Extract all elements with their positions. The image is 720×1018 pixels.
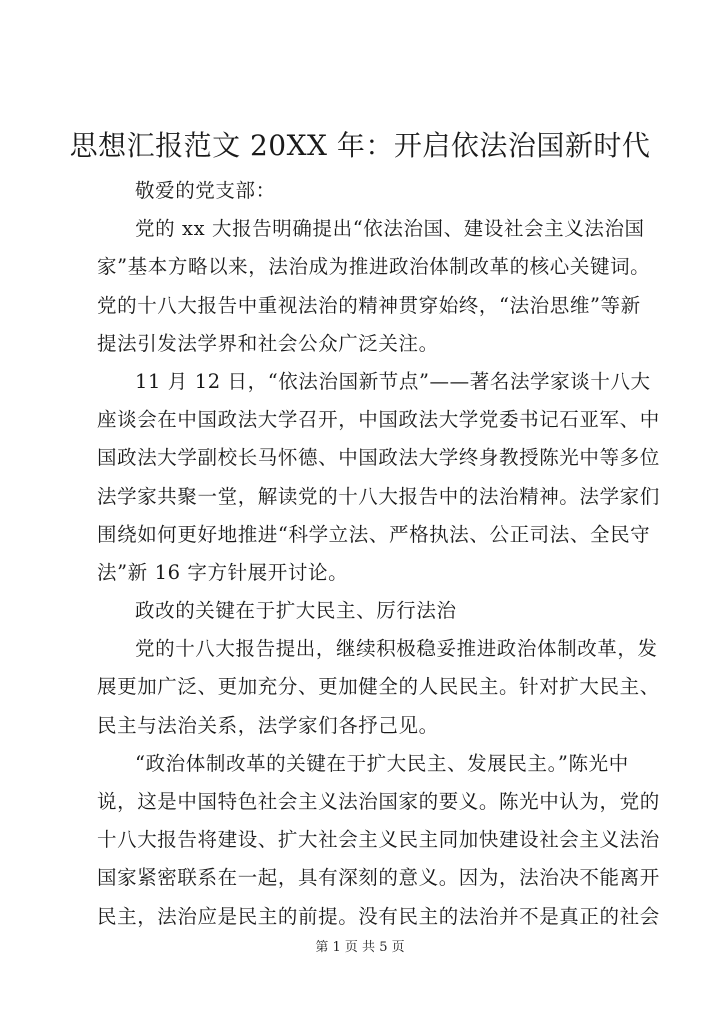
- text-line: 座谈会在中国政法大学召开，中国政法大学党委书记石亚军、中: [97, 408, 660, 432]
- text-line: 展更加广泛、更加充分、更加健全的人民民主。针对扩大民主、: [97, 675, 660, 699]
- text-line: 民主与法治关系，法学家们各抒己见。: [97, 713, 439, 737]
- text-line: 围绕如何更好地推进“科学立法、严格执法、公正司法、全民守: [97, 522, 651, 546]
- page-footer: 第 1 页 共 5 页: [315, 940, 405, 955]
- document-title: 思想汇报范文 20XX 年：开启依法治国新时代: [69, 129, 651, 162]
- text-line: 党的 xx 大报告明确提出“依法治国、建设社会主义法治国: [135, 217, 645, 241]
- text-line: 十八大报告将建设、扩大社会主义民主同加快建设社会主义法治: [97, 828, 660, 852]
- text-line: 提法引发法学界和社会公众广泛关注。: [97, 331, 439, 355]
- text-line: 民主，法治应是民主的前提。没有民主的法治并不是真正的社会: [97, 904, 660, 928]
- text-line: 家”基本方略以来，法治成为推进政治体制改革的核心关键词。: [97, 255, 651, 279]
- text-line: 国家紧密联系在一起，具有深刻的意义。因为，法治决不能离开: [97, 866, 660, 890]
- text-line: 11 月 12 日，“依法治国新节点”——著名法学家谈十八大: [135, 369, 651, 393]
- text-line: 党的十八大报告提出，继续积极稳妥推进政治体制改革，发: [135, 637, 658, 661]
- text-line: 敬爱的党支部：: [135, 179, 276, 202]
- text-line: 国政法大学副校长马怀德、中国政法大学终身教授陈光中等多位: [97, 446, 660, 470]
- text-line: 法”新 16 字方针展开讨论。: [97, 560, 349, 584]
- document-body: [97, 172, 660, 936]
- text-line: 说，这是中国特色社会主义法治国家的要义。陈光中认为，党的: [97, 790, 660, 813]
- text-line: 政改的关键在于扩大民主、厉行法治: [135, 599, 457, 623]
- text-line: “政治体制改革的关键在于扩大民主、发展民主。”陈光中: [135, 751, 629, 775]
- text-line: 法学家共聚一堂，解读党的十八大报告中的法治精神。法学家们: [97, 484, 660, 508]
- text-line: 党的十八大报告中重视法治的精神贯穿始终，“法治思维”等新: [97, 293, 641, 317]
